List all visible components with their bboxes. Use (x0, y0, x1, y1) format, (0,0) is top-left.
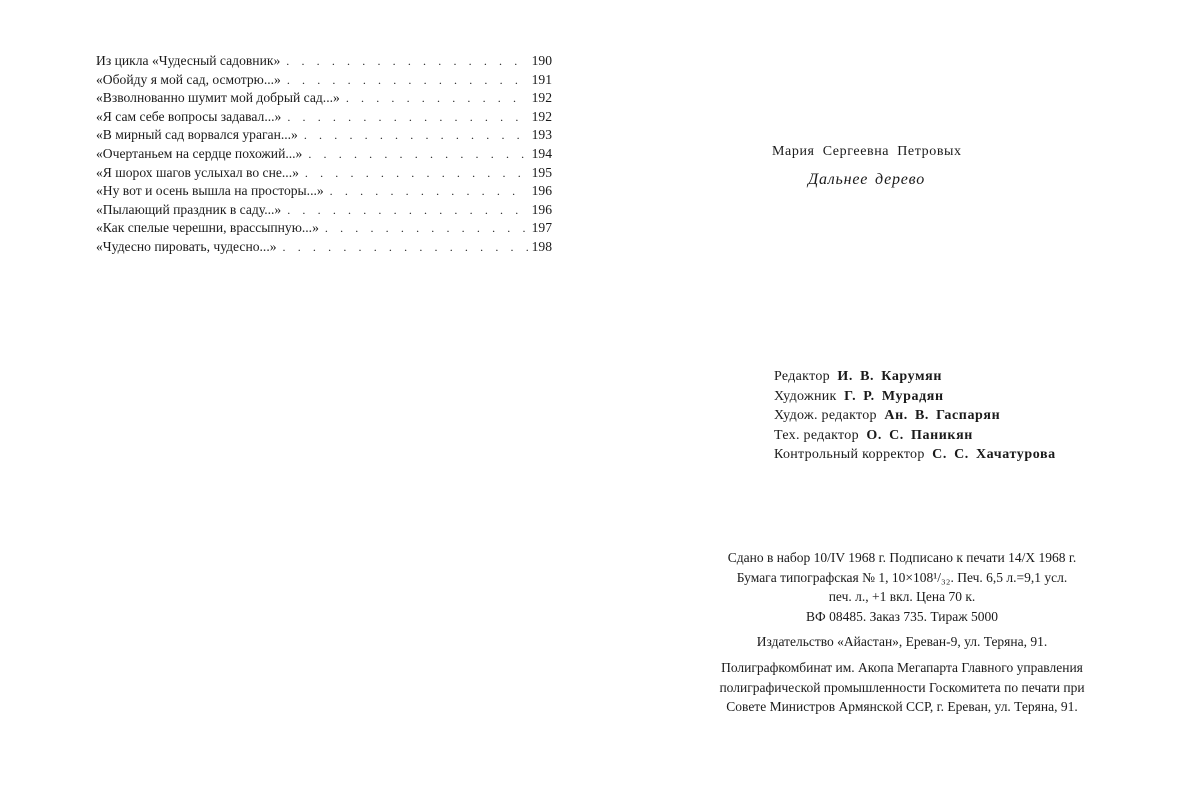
toc-dot-leader (305, 164, 528, 183)
toc-page-number: 198 (531, 238, 552, 254)
credit-row-proofreader (774, 445, 1056, 465)
imprint-order: ВФ 08485. Заказ 735. Тираж 5000 (806, 608, 998, 624)
toc-title: «Ну вот и осень вышла на просторы...» (96, 183, 324, 199)
credit-role: Худож. редактор (774, 408, 877, 423)
toc-title: «В мирный сад ворвался ураган...» (96, 127, 298, 143)
credit-person: С. С. Хачатурова (932, 447, 1056, 462)
toc-dot-leader (346, 89, 528, 108)
table-of-contents (96, 52, 552, 257)
toc-row (96, 145, 552, 164)
toc-dot-leader (287, 71, 528, 90)
credit-row-artist (774, 387, 1056, 407)
toc-row (96, 238, 552, 257)
credit-role: Редактор (774, 369, 830, 384)
toc-page-number: 195 (531, 164, 552, 180)
toc-dot-leader (308, 145, 527, 164)
toc-title: «Чудесно пировать, чудесно...» (96, 238, 277, 254)
book-title: Дальнее дерево (808, 171, 926, 188)
imprint-sheets: печ. л., +1 вкл. Цена 70 к. (828, 589, 976, 605)
credit-person: О. С. Паникян (866, 427, 973, 443)
imprint-printer-line: Совете Министров Армянской ССР, г. Ереван, ул. Теряна, 91. (726, 699, 1078, 715)
toc-dot-leader (287, 108, 527, 127)
imprint-printer-line: полиграфической промышленности Госкомитета по печати при (719, 679, 1085, 695)
credit-role: Контрольный корректор (774, 447, 925, 462)
credit-row-editor (774, 367, 1056, 387)
imprint-printer-line: Полиграфкомбинат им. Акопа Мегапарта Главного управления (721, 659, 1083, 675)
toc-page-number: 196 (531, 201, 552, 217)
toc-dot-leader (325, 219, 528, 238)
toc-title: «Я сам себе вопросы задавал...» (96, 108, 282, 124)
credits-block (774, 367, 1056, 465)
credit-person: И. В. Карумян (837, 369, 943, 384)
toc-page-number: 192 (531, 90, 552, 106)
toc-title: Из цикла «Чудесный садовник» (96, 53, 281, 68)
toc-title: «Я шорох шагов услыхал во сне...» (96, 164, 299, 180)
author-name: Мария Сергеевна Петровых (772, 144, 962, 159)
toc-row (96, 126, 552, 145)
credit-person: Ан. В. Гаспарян (884, 408, 1001, 423)
toc-page-number: 194 (531, 145, 552, 161)
toc-page-number: 193 (531, 127, 552, 143)
toc-row (96, 89, 552, 108)
toc-row (96, 52, 552, 71)
toc-page-number: 197 (531, 220, 552, 236)
toc-page-number: 190 (531, 53, 552, 68)
toc-title: «Пылающий праздник в саду...» (96, 201, 282, 217)
toc-title: «Очертаньем на сердце похожий...» (96, 145, 303, 161)
toc-row (96, 219, 552, 238)
toc-page-number: 191 (531, 71, 552, 87)
toc-row (96, 164, 552, 183)
toc-page-number: 196 (531, 183, 552, 199)
credit-row-art-editor (774, 406, 1056, 426)
imprint-block (668, 548, 1136, 717)
credit-row-tech-editor (774, 426, 1056, 446)
toc-title: «Обойду я мой сад, осмотрю...» (96, 71, 281, 87)
imprint-paper: Бумага типографская № 1, 10×108¹/₃₂. Печ. 6,5 л.=9,1 усл. (736, 569, 1068, 585)
imprint-publisher: Издательство «Айастан», Ереван-9, ул. Теряна, 91. (756, 634, 1048, 650)
toc-dot-leader (304, 126, 528, 145)
toc-dot-leader (330, 182, 528, 201)
toc-row (96, 201, 552, 220)
toc-dot-leader (283, 238, 528, 257)
toc-title: «Как спелые черешни, врассыпную...» (96, 220, 319, 236)
credit-person: Г. Р. Мурадян (844, 388, 944, 404)
toc-title: «Взволнованно шумит мой добрый сад...» (96, 90, 340, 106)
toc-row (96, 182, 552, 201)
toc-row (96, 71, 552, 90)
toc-dot-leader (287, 201, 527, 220)
toc-row (96, 108, 552, 127)
toc-page-number: 192 (531, 108, 552, 124)
credit-role: Тех. редактор (774, 427, 859, 443)
imprint-dates: Сдано в набор 10/IV 1968 г. Подписано к печати 14/X 1968 г. (727, 550, 1077, 565)
credit-role: Художник (774, 388, 837, 404)
toc-dot-leader (286, 52, 527, 71)
